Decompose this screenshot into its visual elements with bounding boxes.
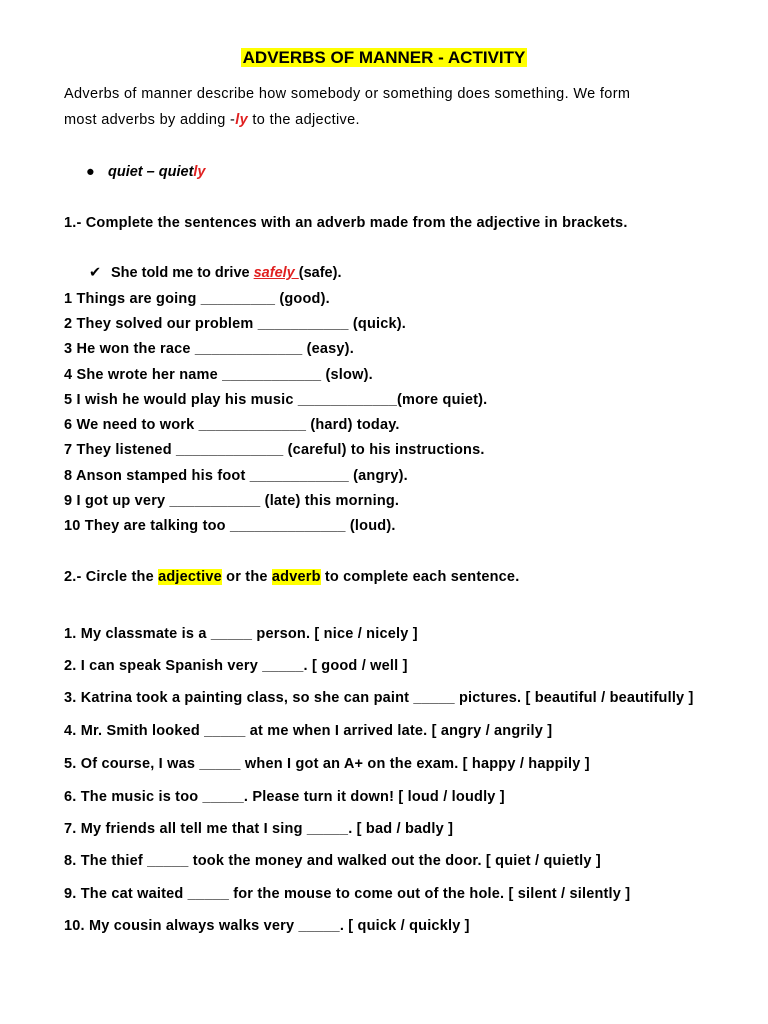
section1-item-10: 10 They are talking too ______________ (loud). — [64, 518, 396, 534]
section2-item-10: 10. My cousin always walks very _____. [ quick / quickly ] — [64, 918, 470, 934]
bullet-icon: ● — [86, 164, 95, 180]
section1-item-7: 7 They listened _____________ (careful) to his instructions. — [64, 442, 485, 458]
section2-item-2: 2. I can speak Spanish very _____. [ good / well ] — [64, 658, 408, 674]
section2-heading-middle: or the — [221, 569, 272, 585]
section1-item-5: 5 I wish he would play his music ____________(more quiet). — [64, 392, 488, 408]
section2-item-5: 5. Of course, I was _____ when I got an A+ on the exam. [ happy / happily ] — [64, 756, 590, 772]
section2-item-9: 9. The cat waited _____ for the mouse to come out of the hole. [ silent / silently ] — [64, 886, 631, 902]
intro-line-2 — [64, 110, 360, 130]
section1-item-8: 8 Anson stamped his foot ____________ (angry). — [64, 468, 408, 484]
bullet-example-text: quiet – quiet — [108, 164, 194, 180]
highlight-adverb: adverb — [271, 569, 321, 585]
section2-item-3: 3. Katrina took a painting class, so she can paint _____ pictures. [ beautiful / beautifully ] — [64, 690, 694, 706]
worksheet-title — [0, 47, 768, 69]
highlight-adjective: adjective — [158, 569, 222, 585]
example-text: She told me to drive — [111, 265, 254, 281]
checkmark-icon: ✔ — [89, 265, 102, 281]
section1-example — [89, 263, 341, 283]
suffix-ly: ly — [235, 112, 249, 128]
section1-item-2: 2 They solved our problem ___________ (quick). — [64, 316, 407, 332]
title-text: ADVERBS OF MANNER - ACTIVITY — [242, 48, 526, 67]
example-answer: safely — [253, 265, 299, 281]
section2-item-7: 7. My friends all tell me that I sing _____. [ bad / badly ] — [64, 821, 454, 837]
section1-item-9: 9 I got up very ___________ (late) this morning. — [64, 493, 400, 509]
section2-item-8: 8. The thief _____ took the money and walked out the door. [ quiet / quietly ] — [64, 853, 601, 869]
section1-item-3: 3 He won the race _____________ (easy). — [64, 341, 354, 357]
bullet-example-suffix: ly — [193, 164, 206, 180]
section2-item-1: 1. My classmate is a _____ person. [ nice / nicely ] — [64, 626, 418, 642]
section1-heading: 1.- Complete the sentences with an adverb made from the adjective in brackets. — [64, 215, 628, 231]
intro-line-1: Adverbs of manner describe how somebody or something does something. We form — [64, 86, 631, 102]
section2-heading — [64, 567, 519, 587]
section2-heading-end: to complete each sentence. — [320, 569, 520, 585]
example-hint: (safe). — [298, 265, 342, 281]
section2-heading-text: 2.- Circle the — [64, 569, 159, 585]
section2-item-4: 4. Mr. Smith looked _____ at me when I arrived late. [ angry / angrily ] — [64, 723, 553, 739]
section2-item-6: 6. The music is too _____. Please turn it down! [ loud / loudly ] — [64, 789, 505, 805]
section1-item-4: 4 She wrote her name ____________ (slow). — [64, 367, 373, 383]
section1-item-6: 6 We need to work _____________ (hard) today. — [64, 417, 400, 433]
intro-text: most adverbs by adding - — [64, 112, 236, 128]
intro-text-end: to the adjective. — [248, 112, 360, 128]
section1-item-1: 1 Things are going _________ (good). — [64, 291, 330, 307]
bullet-example — [86, 162, 206, 182]
